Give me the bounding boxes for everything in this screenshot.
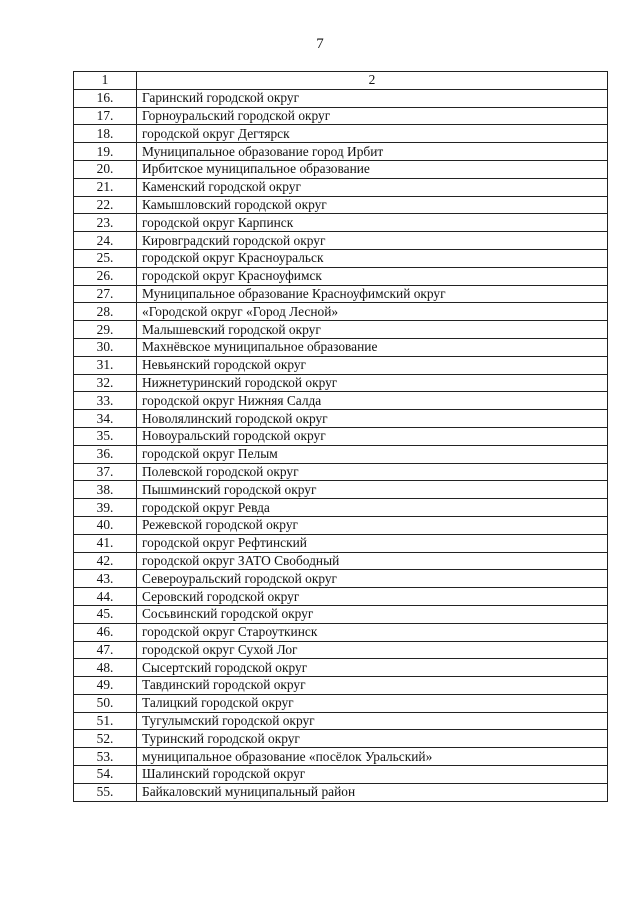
row-name-cell: Тавдинский городской округ — [137, 677, 608, 695]
row-name-cell: городской округ Рефтинский — [137, 534, 608, 552]
row-number-cell: 55. — [74, 783, 137, 801]
row-number-cell: 36. — [74, 445, 137, 463]
table-row — [74, 196, 608, 214]
row-name-cell: городской округ Староуткинск — [137, 623, 608, 641]
row-number-cell: 34. — [74, 410, 137, 428]
table-row — [74, 588, 608, 606]
table-row — [74, 712, 608, 730]
row-name-cell: Пышминский городской округ — [137, 481, 608, 499]
row-number-cell: 23. — [74, 214, 137, 232]
row-name-cell: Североуральский городской округ — [137, 570, 608, 588]
row-number-cell: 16. — [74, 89, 137, 107]
row-name-cell: городской округ Нижняя Салда — [137, 392, 608, 410]
row-name-cell: Малышевский городской округ — [137, 321, 608, 339]
row-name-cell: Сысертский городской округ — [137, 659, 608, 677]
table-row — [74, 748, 608, 766]
table-row — [74, 516, 608, 534]
row-number-cell: 54. — [74, 766, 137, 784]
row-name-cell: Сосьвинский городской округ — [137, 605, 608, 623]
row-name-cell: Серовский городской округ — [137, 588, 608, 606]
row-number-cell: 38. — [74, 481, 137, 499]
table-row — [74, 410, 608, 428]
row-number-cell: 39. — [74, 499, 137, 517]
table-row — [74, 267, 608, 285]
row-number-cell: 26. — [74, 267, 137, 285]
row-name-cell: Муниципальное образование город Ирбит — [137, 143, 608, 161]
table-row — [74, 570, 608, 588]
row-name-cell: Полевской городской округ — [137, 463, 608, 481]
row-name-cell: городской округ Красноуфимск — [137, 267, 608, 285]
row-number-cell: 35. — [74, 427, 137, 445]
table-row — [74, 783, 608, 801]
row-name-cell: городской округ ЗАТО Свободный — [137, 552, 608, 570]
table-row — [74, 730, 608, 748]
row-name-cell: Тугулымский городской округ — [137, 712, 608, 730]
table-body — [74, 72, 608, 802]
row-number-cell: 46. — [74, 623, 137, 641]
table-row — [74, 125, 608, 143]
row-name-cell: Кировградский городской округ — [137, 232, 608, 250]
row-name-cell: городской округ Красноуральск — [137, 249, 608, 267]
row-name-cell: Новоуральский городской округ — [137, 427, 608, 445]
page-number: 7 — [316, 36, 324, 52]
row-name-cell: Гаринский городской округ — [137, 89, 608, 107]
table-row — [74, 641, 608, 659]
row-name-cell: Камышловский городской округ — [137, 196, 608, 214]
table-row — [74, 392, 608, 410]
row-number-cell: 33. — [74, 392, 137, 410]
row-name-cell: Муниципальное образование Красноуфимский округ — [137, 285, 608, 303]
row-name-cell: Туринский городской округ — [137, 730, 608, 748]
table-row — [74, 214, 608, 232]
table-row — [74, 249, 608, 267]
municipalities-table — [73, 71, 608, 802]
table-row — [74, 232, 608, 250]
row-name-cell: Режевской городской округ — [137, 516, 608, 534]
row-number-cell: 45. — [74, 605, 137, 623]
row-name-cell: муниципальное образование «посёлок Уральский» — [137, 748, 608, 766]
table-row — [74, 338, 608, 356]
row-number-cell: 50. — [74, 694, 137, 712]
row-name-cell: Байкаловский муниципальный район — [137, 783, 608, 801]
row-name-cell: Шалинский городской округ — [137, 766, 608, 784]
row-number-cell: 43. — [74, 570, 137, 588]
row-number-cell: 37. — [74, 463, 137, 481]
column-header-number: 1 — [74, 72, 137, 90]
row-number-cell: 22. — [74, 196, 137, 214]
row-name-cell: Талицкий городской округ — [137, 694, 608, 712]
row-name-cell: Горноуральский городской округ — [137, 107, 608, 125]
row-number-cell: 18. — [74, 125, 137, 143]
row-name-cell: Невьянский городской округ — [137, 356, 608, 374]
table-row — [74, 374, 608, 392]
row-number-cell: 47. — [74, 641, 137, 659]
table-row — [74, 534, 608, 552]
table-row — [74, 178, 608, 196]
row-number-cell: 51. — [74, 712, 137, 730]
row-number-cell: 27. — [74, 285, 137, 303]
row-number-cell: 29. — [74, 321, 137, 339]
table-row — [74, 143, 608, 161]
table-row — [74, 623, 608, 641]
table-row — [74, 766, 608, 784]
table-row — [74, 356, 608, 374]
table-row — [74, 605, 608, 623]
column-header-name: 2 — [137, 72, 608, 90]
row-name-cell: городской округ Дегтярск — [137, 125, 608, 143]
table-row — [74, 427, 608, 445]
row-number-cell: 49. — [74, 677, 137, 695]
row-name-cell: Новолялинский городской округ — [137, 410, 608, 428]
table-row — [74, 552, 608, 570]
row-number-cell: 40. — [74, 516, 137, 534]
table-header-row — [74, 72, 608, 90]
row-number-cell: 30. — [74, 338, 137, 356]
row-number-cell: 17. — [74, 107, 137, 125]
table-row — [74, 107, 608, 125]
row-name-cell: Нижнетуринский городской округ — [137, 374, 608, 392]
row-number-cell: 44. — [74, 588, 137, 606]
row-name-cell: Каменский городской округ — [137, 178, 608, 196]
row-number-cell: 31. — [74, 356, 137, 374]
table-row — [74, 677, 608, 695]
row-name-cell: городской округ Пелым — [137, 445, 608, 463]
table-row — [74, 89, 608, 107]
row-number-cell: 21. — [74, 178, 137, 196]
table-row — [74, 321, 608, 339]
row-number-cell: 28. — [74, 303, 137, 321]
row-name-cell: городской округ Ревда — [137, 499, 608, 517]
row-number-cell: 52. — [74, 730, 137, 748]
table-row — [74, 160, 608, 178]
table-row — [74, 303, 608, 321]
row-number-cell: 20. — [74, 160, 137, 178]
table-row — [74, 694, 608, 712]
row-name-cell: «Городской округ «Город Лесной» — [137, 303, 608, 321]
row-number-cell: 48. — [74, 659, 137, 677]
table-row — [74, 659, 608, 677]
row-name-cell: городской округ Карпинск — [137, 214, 608, 232]
row-number-cell: 42. — [74, 552, 137, 570]
table-row — [74, 463, 608, 481]
table-row — [74, 285, 608, 303]
row-number-cell: 32. — [74, 374, 137, 392]
row-name-cell: Ирбитское муниципальное образование — [137, 160, 608, 178]
row-number-cell: 25. — [74, 249, 137, 267]
table-row — [74, 499, 608, 517]
row-name-cell: Махнёвское муниципальное образование — [137, 338, 608, 356]
table-row — [74, 445, 608, 463]
row-number-cell: 19. — [74, 143, 137, 161]
row-number-cell: 53. — [74, 748, 137, 766]
table-row — [74, 481, 608, 499]
row-name-cell: городской округ Сухой Лог — [137, 641, 608, 659]
row-number-cell: 24. — [74, 232, 137, 250]
row-number-cell: 41. — [74, 534, 137, 552]
